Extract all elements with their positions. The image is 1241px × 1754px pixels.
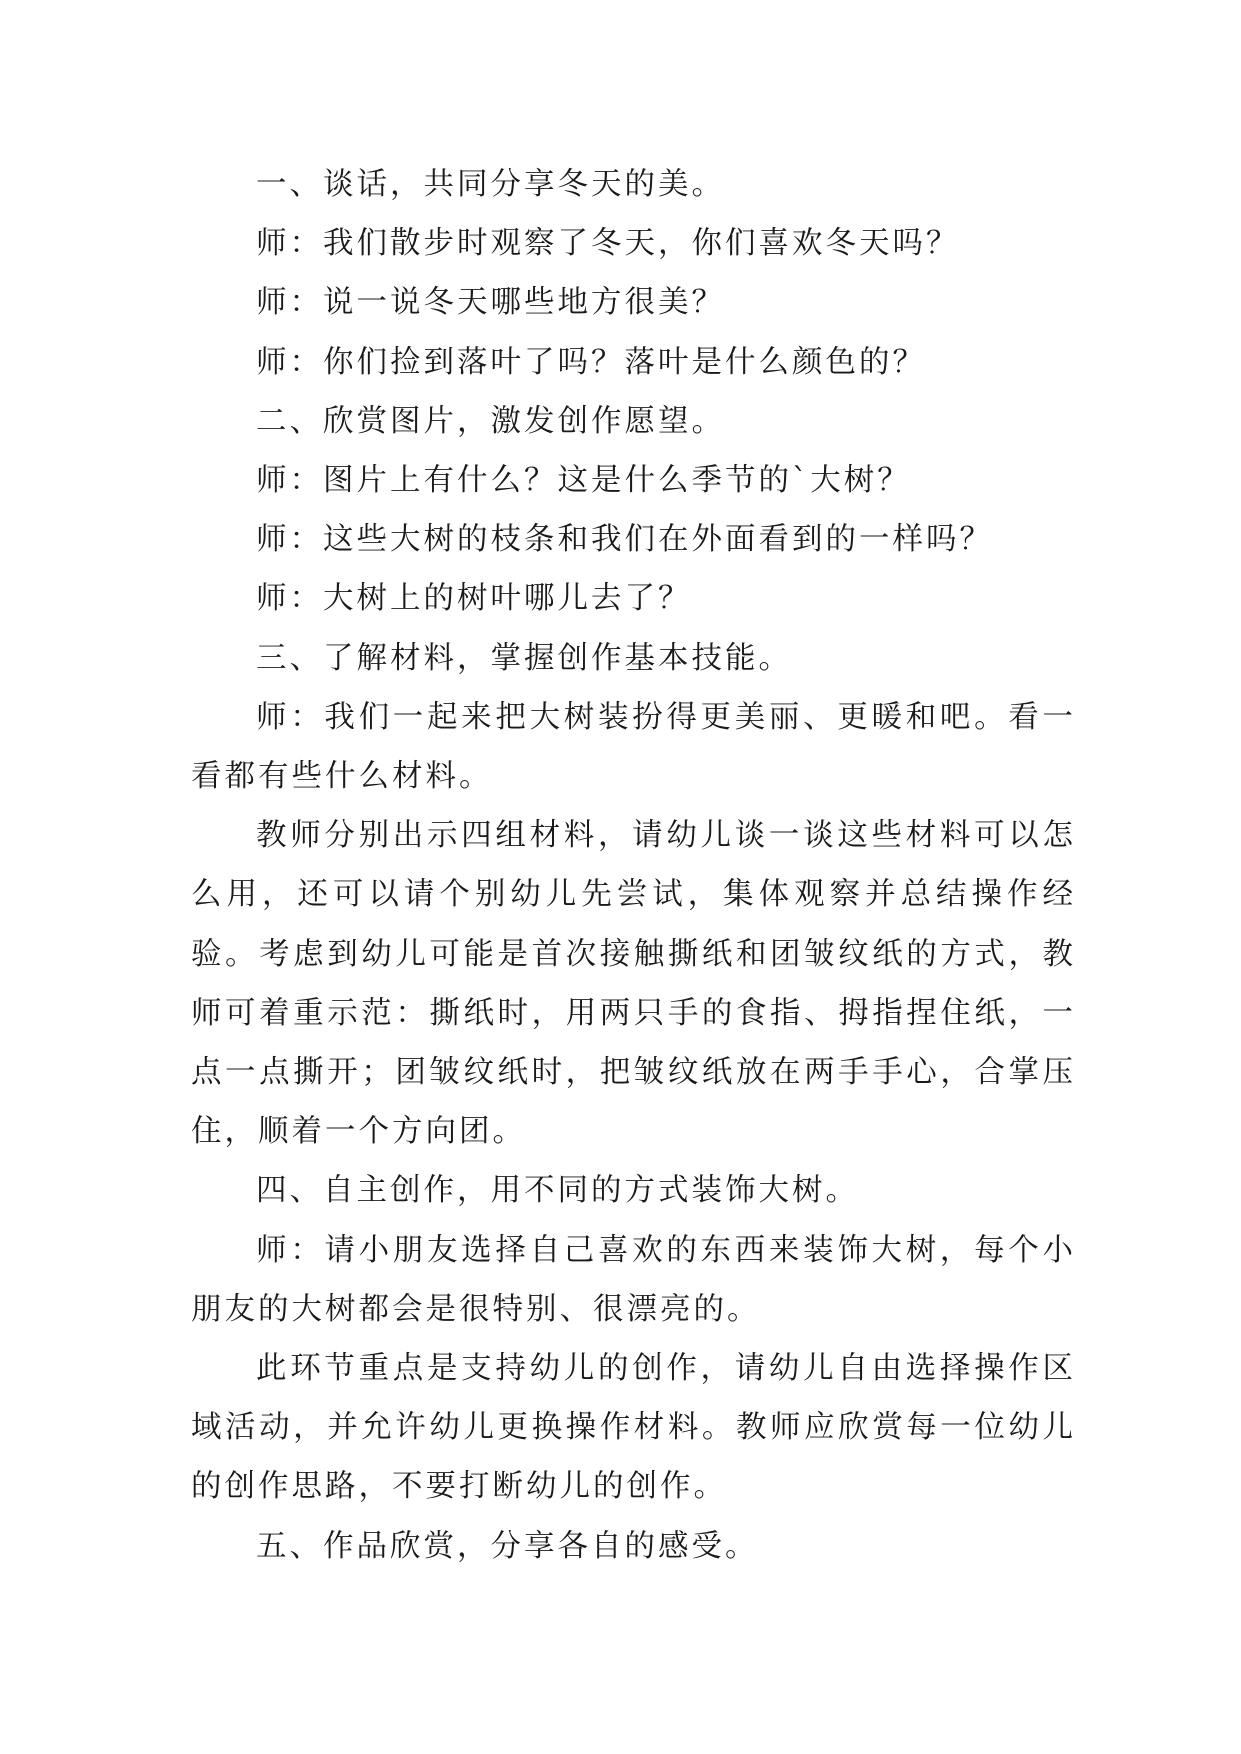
section-heading-2: 二、欣赏图片，激发创作愿望。 (256, 403, 725, 439)
body-paragraph: 此环节重点是支持幼儿的创作，请幼儿自由选择操作区域活动，并允许幼儿更换操作材料。教师应欣赏每一位幼儿的创作思路，不要打断幼儿的创作。 (191, 1351, 1076, 1505)
document-body (191, 155, 1076, 1576)
teacher-line: 师：我们散步时观察了冬天，你们喜欢冬天吗？ (256, 226, 960, 262)
teacher-line: 师：请小朋友选择自己喜欢的东西来装饰大树，每个小朋友的大树都会是很特别、很漂亮的。 (191, 1232, 1076, 1327)
body-paragraph: 教师分别出示四组材料，请幼儿谈一谈这些材料可以怎么用，还可以请个别幼儿先尝试，集体观察并总结操作经验。考虑到幼儿可能是首次接触撕纸和团皱纹纸的方式，教师可着重示范：撕纸时，用两只手的食指、拇指捏住纸，一点一点撕开；团皱纹纸时，把皱纹纸放在两手手心，合掌压住，顺着一个方向团。 (191, 818, 1076, 1150)
section-heading-1: 一、谈话，共同分享冬天的美。 (256, 167, 725, 202)
teacher-line: 师：我们一起来把大树装扮得更美丽、更暖和吧。看一看都有些什么材料。 (191, 699, 1076, 795)
teacher-line: 师：你们捡到落叶了吗？落叶是什么颜色的？ (256, 344, 926, 380)
section-heading-4: 四、自主创作，用不同的方式装饰大树。 (256, 1173, 859, 1209)
teacher-line: 师：图片上有什么？这是什么季节的`大树？ (256, 463, 911, 499)
teacher-line: 师：说一说冬天哪些地方很美？ (256, 285, 725, 321)
teacher-line: 师：大树上的树叶哪儿去了？ (256, 581, 692, 617)
section-heading-3: 三、了解材料，掌握创作基本技能。 (256, 640, 792, 676)
teacher-line: 师：这些大树的枝条和我们在外面看到的一样吗？ (256, 522, 993, 558)
section-heading-5: 五、作品欣赏，分享各自的感受。 (256, 1528, 759, 1564)
